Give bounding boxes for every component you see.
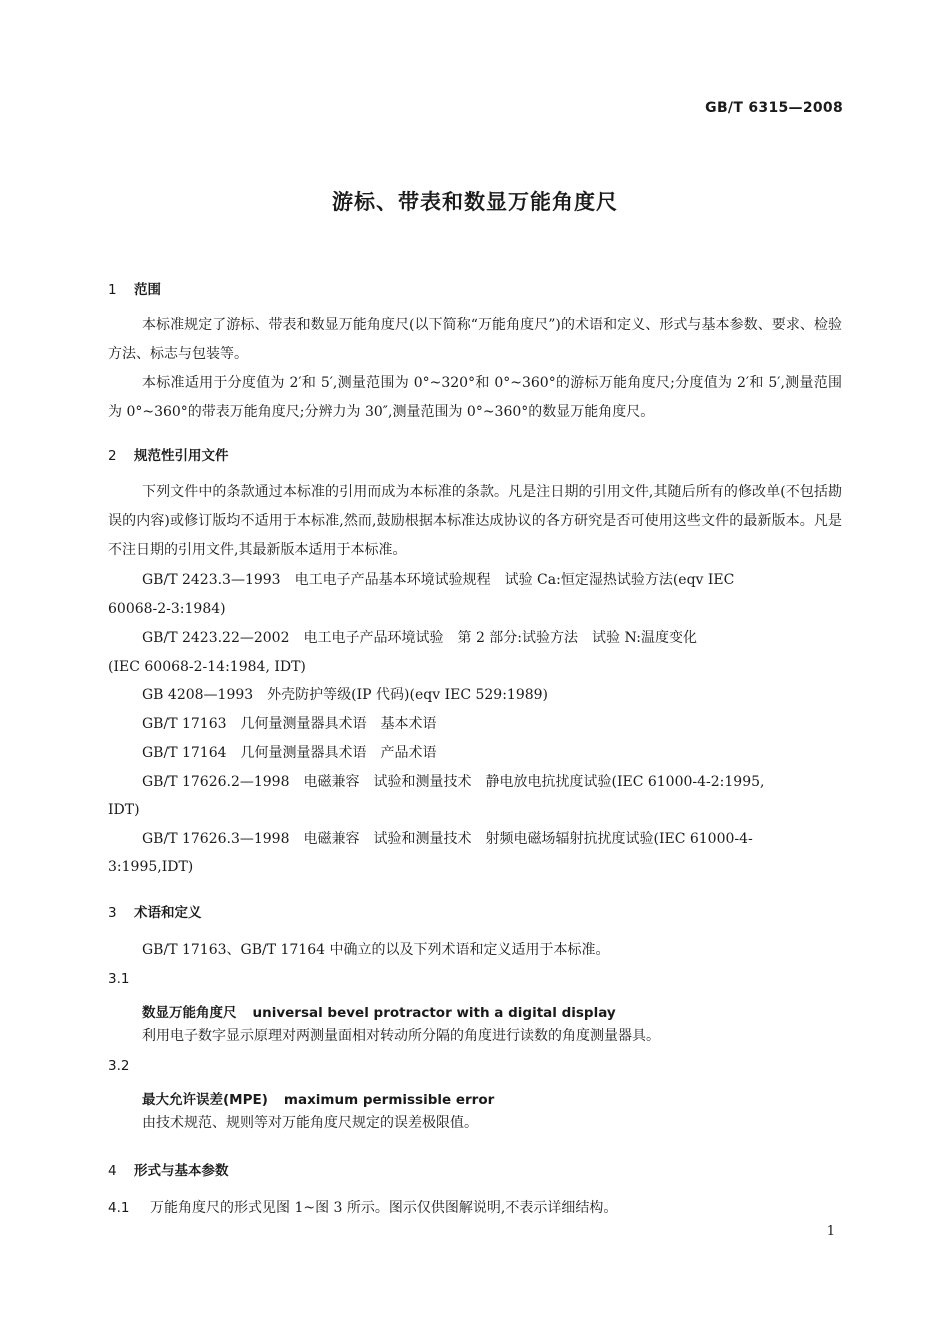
term-en: universal bevel protractor with a digital display	[252, 1005, 616, 1021]
page-number: 1	[826, 1224, 835, 1239]
term-definition: 由技术规范、规则等对万能角度尺规定的误差极限值。	[142, 1115, 478, 1131]
reference-item: GB 4208—1993 外壳防护等级(IP 代码)(eqv IEC 529:1989)	[142, 687, 549, 703]
terms-intro: GB/T 17163、GB/T 17164 中确立的以及下列术语和定义适用于本标准。	[142, 942, 610, 958]
term-definition: 利用电子数字显示原理对两测量面相对转动所分隔的角度进行读数的角度测量器具。	[142, 1028, 660, 1044]
term-zh: 数显万能角度尺	[142, 1005, 237, 1021]
reference-item-continued: (IEC 60068-2-14:1984, IDT)	[108, 659, 306, 675]
section-number: 4	[108, 1163, 117, 1179]
reference-item-continued: 3:1995,IDT)	[108, 859, 194, 875]
term-heading	[142, 1088, 494, 1108]
section-3-heading	[108, 901, 202, 921]
section-title: 术语和定义	[134, 905, 202, 921]
clause-4-1	[108, 1194, 842, 1223]
term-zh: 最大允许误差(MPE)	[142, 1092, 268, 1108]
scope-paragraph-1: 本标准规定了游标、带表和数显万能角度尺(以下简称“万能角度尺”)的术语和定义、形式与基本参数、要求、检验方法、标志与包装等。	[108, 317, 842, 362]
reference-item: GB/T 2423.22—2002 电工电子产品环境试验 第 2 部分:试验方法 试验 N:温度变化	[142, 630, 697, 646]
section-title: 规范性引用文件	[134, 448, 229, 464]
section-number: 2	[108, 448, 117, 464]
section-title: 形式与基本参数	[134, 1163, 229, 1179]
clause-number: 4.1	[108, 1200, 130, 1216]
standard-code: GB/T 6315—2008	[705, 100, 843, 116]
reference-item: GB/T 17626.2—1998 电磁兼容 试验和测量技术 静电放电抗扰度试验(IEC 61000-4-2:1995,	[142, 774, 765, 790]
reference-item: GB/T 17164 几何量测量器具术语 产品术语	[142, 745, 437, 761]
document-title: 游标、带表和数显万能角度尺	[332, 190, 618, 214]
term-heading	[142, 1001, 616, 1021]
references-intro: 下列文件中的条款通过本标准的引用而成为本标准的条款。凡是注日期的引用文件,其随后所有的修改单(不包括勘误的内容)或修订版均不适用于本标准,然而,鼓励根据本标准达成协议的各方研究是否可使用这些文件的最新版本。凡是不注日期的引用文件,其最新版本适用于本标准。	[108, 484, 842, 558]
reference-item: GB/T 17163 几何量测量器具术语 基本术语	[142, 716, 437, 732]
reference-item: GB/T 2423.3—1993 电工电子产品基本环境试验规程 试验 Ca:恒定湿热试验方法(eqv IEC	[142, 572, 735, 588]
reference-item-continued: 60068-2-3:1984)	[108, 601, 226, 617]
section-2-heading	[108, 444, 229, 464]
scope-paragraph-2: 本标准适用于分度值为 2′和 5′,测量范围为 0°~320°和 0°~360°的游标万能角度尺;分度值为 2′和 5′,测量范围为 0°~360°的带表万能角度尺;分辨力为 30″,测量范围为 0°~360°的数显万能角度尺。	[108, 375, 842, 420]
term-number: 3.1	[108, 971, 130, 987]
term-en: maximum permissible error	[283, 1092, 495, 1108]
section-number: 3	[108, 905, 117, 921]
section-title: 范围	[134, 282, 161, 298]
section-1-heading	[108, 278, 161, 298]
term-number: 3.2	[108, 1058, 130, 1074]
reference-item-continued: IDT)	[108, 802, 140, 818]
clause-text: 万能角度尺的形式见图 1~图 3 所示。图示仅供图解说明,不表示详细结构。	[150, 1200, 618, 1216]
reference-item: GB/T 17626.3—1998 电磁兼容 试验和测量技术 射频电磁场辐射抗扰度试验(IEC 61000-4-	[142, 831, 753, 847]
section-number: 1	[108, 282, 117, 298]
section-4-heading	[108, 1159, 229, 1179]
